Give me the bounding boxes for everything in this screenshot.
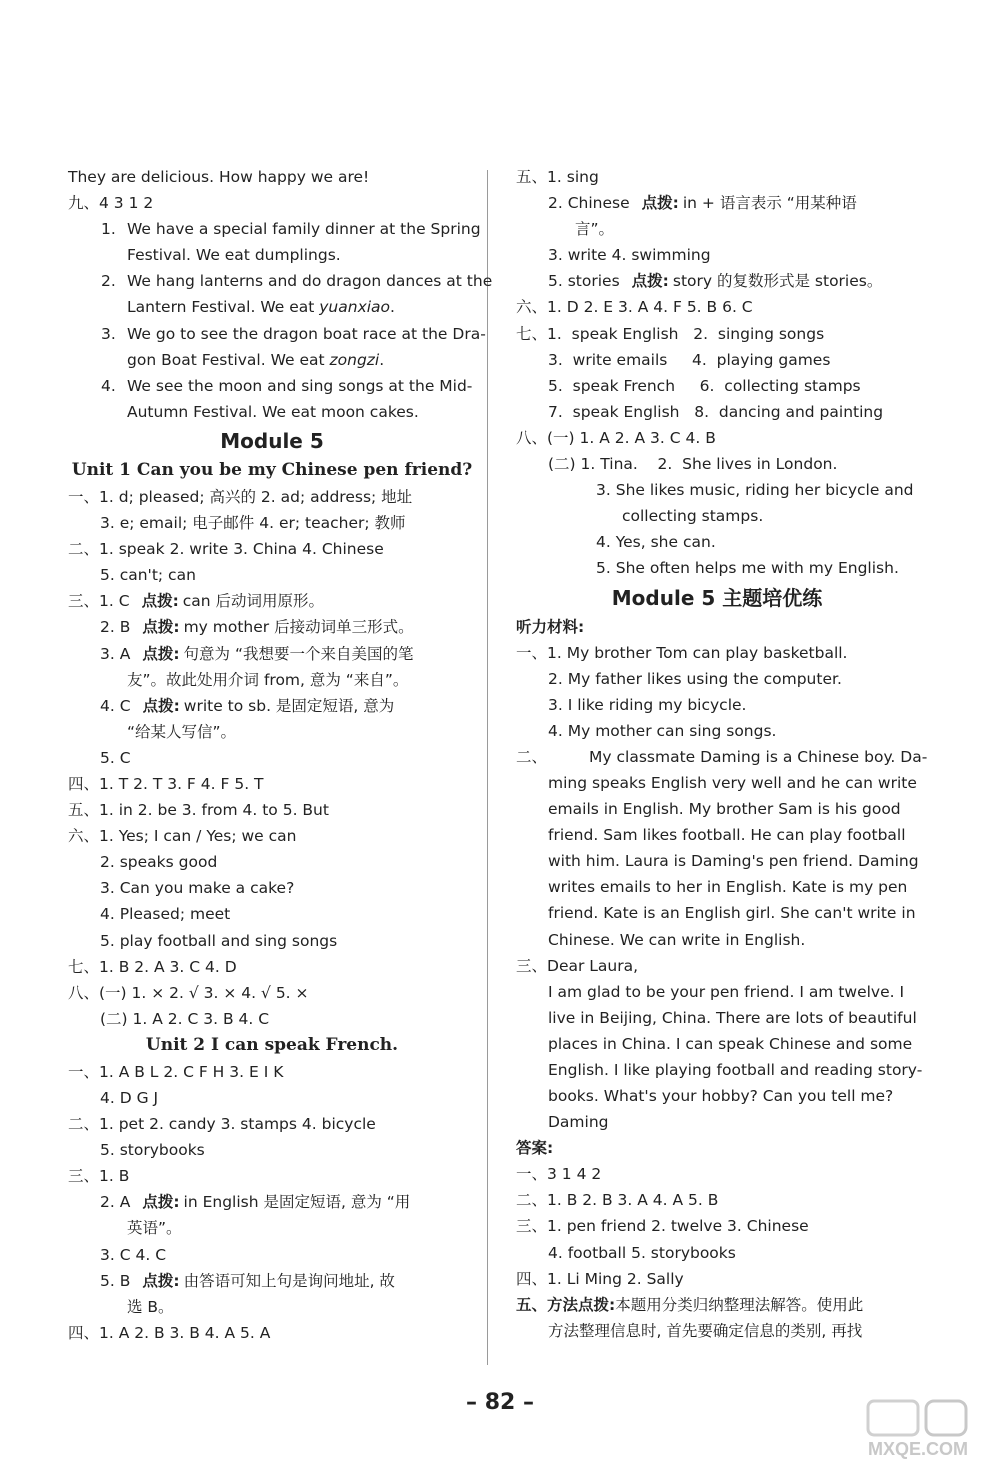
unit-1-title: Unit 1 Can you be my Chinese pen friend? — [71, 459, 473, 480]
section-9-head: 九、4 3 1 2 — [68, 194, 154, 213]
u1-s2-line: 二、1. speak 2. write 3. China 4. Chinese — [68, 540, 384, 559]
u1-s4-line: 四、1. T 2. T 3. F 4. F 5. T — [68, 774, 264, 793]
u1-s8a-line: 八、(一) 1. × 2. √ 3. × 4. √ 5. × — [68, 983, 309, 1002]
text-line: They are delicious. How happy we are! — [68, 168, 370, 186]
module-title: Module 5 — [220, 428, 324, 453]
u1-s6-line: 4. Pleased; meet — [100, 905, 231, 924]
l2-line: 二、 My classmate Daming is a Chinese boy. Da- — [516, 747, 928, 766]
l3-line: English. I like playing football and reading story- — [548, 1061, 923, 1079]
r-s8a-line: 八、(一) 1. A 2. A 3. C 4. B — [516, 428, 716, 447]
list-item-cont: Autumn Festival. We eat moon cakes. — [127, 402, 419, 421]
u1-s7-line: 七、1. B 2. A 3. C 4. D — [68, 957, 237, 976]
u2-s2-line: 5. storybooks — [100, 1141, 205, 1160]
r-s8b-line: (二) 1. Tina. 2. She lives in London. — [548, 455, 838, 474]
l3-line: I am glad to be your pen friend. I am twelve. I — [548, 982, 905, 1001]
l2-line: emails in English. My brother Sam is his good — [548, 800, 901, 819]
r-s7-line: 七、1. speak English 2. singing songs — [516, 324, 825, 343]
u1-s3-item: 3. A 点拨: 句意为 “我想要一个来自美国的笔 — [100, 644, 414, 663]
l2-line: writes emails to her in English. Kate is my pen — [548, 878, 908, 897]
r-s7-line: 5. speak French 6. collecting stamps — [548, 376, 861, 395]
a3-line: 三、1. pen friend 2. twelve 3. Chinese — [516, 1217, 809, 1236]
a1-line: 一、3 1 4 2 — [516, 1165, 602, 1184]
list-item: 1. We have a special family dinner at the Spring — [101, 220, 481, 239]
r-s7-line: 3. write emails 4. playing games — [548, 350, 831, 369]
a4-line: 四、1. Li Ming 2. Sally — [516, 1269, 684, 1288]
r-s5-item: 2. Chinese 点拨: in + 语言表示 “用某种语 — [548, 194, 857, 213]
u2-s4-line: 四、1. A 2. B 3. B 4. A 5. A — [68, 1323, 271, 1342]
l3-line: live in Beijing, China. There are lots of beautiful — [548, 1008, 917, 1027]
u1-s3-item: 2. B 点拨: my mother 后接动词单三形式。 — [100, 618, 414, 637]
l2-line: ming speaks English very well and he can write — [548, 773, 917, 792]
list-item: 2. We hang lanterns and do dragon dances at the — [101, 272, 493, 291]
l2-line: Chinese. We can write in English. — [548, 930, 806, 949]
unit-2-title: Unit 2 I can speak French. — [145, 1034, 399, 1055]
right-column — [516, 164, 928, 1344]
u1-s6-line: 2. speaks good — [100, 853, 218, 872]
l3-line: places in China. I can speak Chinese and some — [548, 1034, 913, 1053]
page-number: – 82 – — [466, 1390, 534, 1415]
u2-s3-item: 三、1. B — [68, 1167, 130, 1186]
watermark-logo — [848, 1397, 988, 1463]
l3-line: books. What's your hobby? Can you tell me? — [548, 1087, 894, 1106]
u1-s6-line: 5. play football and sing songs — [100, 931, 338, 950]
l2-line: friend. Kate is an English girl. She can't write in — [548, 904, 916, 923]
u2-s3-item: 5. B 点拨: 由答语可知上句是询问地址, 故 — [100, 1271, 395, 1290]
r-s7-line: 7. speak English 8. dancing and painting — [548, 402, 884, 421]
a5-line: 方法整理信息时, 首先要确定信息的类别, 再找 — [548, 1321, 863, 1340]
l3-line: 三、Dear Laura, — [516, 956, 639, 975]
l1-line: 一、1. My brother Tom can play basketball. — [516, 643, 848, 662]
list-item: 3. We go to see the dragon boat race at the Dra- — [101, 324, 486, 343]
l1-line: 2. My father likes using the computer. — [548, 669, 842, 688]
r-s8b-line: 3. She likes music, riding her bicycle and — [596, 481, 914, 500]
r-s5-item-cont: 言”。 — [575, 220, 615, 239]
u1-s5-line: 五、1. in 2. be 3. from 4. to 5. But — [68, 801, 329, 820]
l1-line: 3. I like riding my bicycle. — [548, 695, 747, 714]
r-s8b-line: 5. She often helps me with my English. — [596, 559, 899, 578]
left-column — [68, 164, 493, 1346]
listening-label: 听力材料: — [516, 617, 585, 636]
u1-s8b-line: (二) 1. A 2. C 3. B 4. C — [100, 1009, 270, 1028]
list-item-cont: Festival. We eat dumplings. — [127, 246, 341, 265]
u2-s1-line: 4. D G J — [100, 1089, 159, 1107]
u2-s2-line: 二、1. pet 2. candy 3. stamps 4. bicycle — [68, 1115, 376, 1134]
l2-line: friend. Sam likes football. He can play football — [548, 826, 906, 845]
a5-line: 五、方法点拨:本题用分类归纳整理法解答。使用此 — [516, 1295, 864, 1314]
l3-line: Daming — [548, 1113, 609, 1132]
r-s5-item: 五、1. sing — [516, 168, 599, 186]
u2-s3-item: 3. C 4. C — [100, 1245, 167, 1264]
r-s8b-line: 4. Yes, she can. — [596, 533, 716, 552]
u2-s1-line: 一、1. A B L 2. C F H 3. E I K — [68, 1062, 284, 1081]
list-item-cont: Lantern Festival. We eat yuanxiao. — [127, 298, 395, 317]
u1-s3-item: 4. C 点拨: write to sb. 是固定短语, 意为 — [100, 696, 395, 715]
column-divider — [487, 170, 488, 1365]
r-s8b-line-cont: collecting stamps. — [622, 507, 764, 526]
r-s5-item: 3. write 4. swimming — [548, 246, 711, 265]
u1-s3-item: 三、1. C 点拨: can 后动词用原形。 — [68, 592, 325, 611]
u1-s3-item-cont: “给某人写信”。 — [127, 722, 237, 741]
u1-s3-item-cont: 友”。故此处用介词 from, 意为 “来自”。 — [127, 670, 409, 689]
svg-text:MXQE.COM: MXQE.COM — [867, 1439, 969, 1459]
practice-title: Module 5 主题培优练 — [611, 585, 823, 610]
u1-s2-line: 5. can't; can — [100, 566, 196, 585]
a3-line: 4. football 5. storybooks — [548, 1243, 736, 1262]
r-s5-item: 5. stories 点拨: story 的复数形式是 stories。 — [548, 272, 883, 291]
answers-label: 答案: — [516, 1139, 554, 1158]
section-9-list — [68, 216, 493, 425]
a2-line: 二、1. B 2. B 3. A 4. A 5. B — [516, 1191, 719, 1210]
list-item: 4. We see the moon and sing songs at the Mid- — [101, 376, 473, 395]
list-item-cont: gon Boat Festival. We eat zongzi. — [127, 350, 385, 369]
u1-s6-line: 六、1. Yes; I can / Yes; we can — [68, 827, 297, 846]
u1-s6-line: 3. Can you make a cake? — [100, 879, 295, 898]
r-s6-line: 六、1. D 2. E 3. A 4. F 5. B 6. C — [516, 298, 753, 317]
u1-s1-line: 一、1. d; pleased; 高兴的 2. ad; address; 地址 — [68, 487, 413, 506]
l1-line: 4. My mother can sing songs. — [548, 721, 777, 740]
u1-s3-item: 5. C — [100, 748, 131, 767]
u2-s3-item-cont: 英语”。 — [127, 1219, 182, 1238]
u2-s3-item-cont: 选 B。 — [127, 1297, 174, 1316]
u1-s1-line: 3. e; email; 电子邮件 4. er; teacher; 教师 — [100, 514, 406, 533]
u2-s3-item: 2. A 点拨: in English 是固定短语, 意为 “用 — [100, 1193, 411, 1212]
l2-line: with him. Laura is Daming's pen friend. Daming — [548, 852, 919, 871]
watermark-badge-icon — [848, 1397, 988, 1463]
